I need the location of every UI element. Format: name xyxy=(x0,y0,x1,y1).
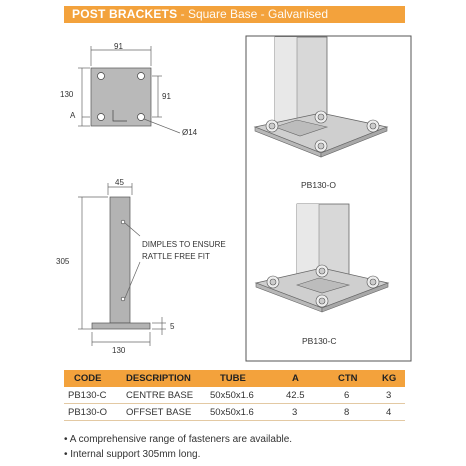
cell-a: 3 xyxy=(292,407,298,418)
cell-ctn: 6 xyxy=(344,390,350,401)
cell-a: 42.5 xyxy=(286,390,305,401)
col-description: DESCRIPTION xyxy=(126,373,191,384)
cell-tube: 50x50x1.6 xyxy=(210,407,254,418)
cell-ctn: 8 xyxy=(344,407,350,418)
dimple-note-line1: DIMPLES TO ENSURE xyxy=(142,240,226,249)
list-item: • A comprehensive range of fasteners are available. xyxy=(64,434,293,445)
col-tube: TUBE xyxy=(220,373,246,384)
cell-kg: 4 xyxy=(386,407,392,418)
table-row xyxy=(64,387,405,404)
cell-code: PB130-O xyxy=(68,407,108,418)
table-row xyxy=(64,404,405,421)
list-item: • Internal support 305mm long. xyxy=(64,449,201,460)
tube-dim: 45 xyxy=(115,178,124,187)
table-header xyxy=(64,370,405,387)
photo-label-offset: PB130-O xyxy=(301,180,336,190)
cell-code: PB130-C xyxy=(68,390,107,401)
top-view-drawing xyxy=(78,46,180,133)
col-a: A xyxy=(292,373,299,384)
photo-offset-bracket xyxy=(255,37,387,157)
cell-tube: 50x50x1.6 xyxy=(210,390,254,401)
cell-description: OFFSET BASE xyxy=(126,407,192,418)
cell-kg: 3 xyxy=(386,390,392,401)
dimple-note-line2: RATTLE FREE FIT xyxy=(142,252,210,261)
col-code: CODE xyxy=(74,373,102,384)
photo-centre-bracket xyxy=(256,204,388,312)
base-dim: 130 xyxy=(112,346,126,355)
cell-description: CENTRE BASE xyxy=(126,390,194,401)
plate-dim: 5 xyxy=(170,322,175,331)
subtitle: - Square Base - Galvanised xyxy=(177,7,329,21)
bullet-icon: • xyxy=(64,449,71,460)
side-view-drawing xyxy=(78,183,166,346)
photo-label-centre: PB130-C xyxy=(302,336,337,346)
notes-list xyxy=(64,432,424,462)
col-kg: KG xyxy=(382,373,397,384)
base-plate-side xyxy=(92,323,150,329)
offset-label: A xyxy=(70,111,76,120)
side-height-dim: 305 xyxy=(56,257,70,266)
top-inner-dim: 91 xyxy=(162,92,171,101)
product-table xyxy=(64,370,405,421)
bullet-icon: • xyxy=(64,434,70,445)
top-height-dim: 130 xyxy=(60,90,74,99)
title: POST BRACKETS xyxy=(72,7,178,21)
hole-dim: Ø14 xyxy=(182,128,198,137)
col-ctn: CTN xyxy=(338,373,358,384)
top-width-dim: 91 xyxy=(114,42,123,51)
photo-panel xyxy=(246,36,411,361)
tube xyxy=(110,197,130,323)
